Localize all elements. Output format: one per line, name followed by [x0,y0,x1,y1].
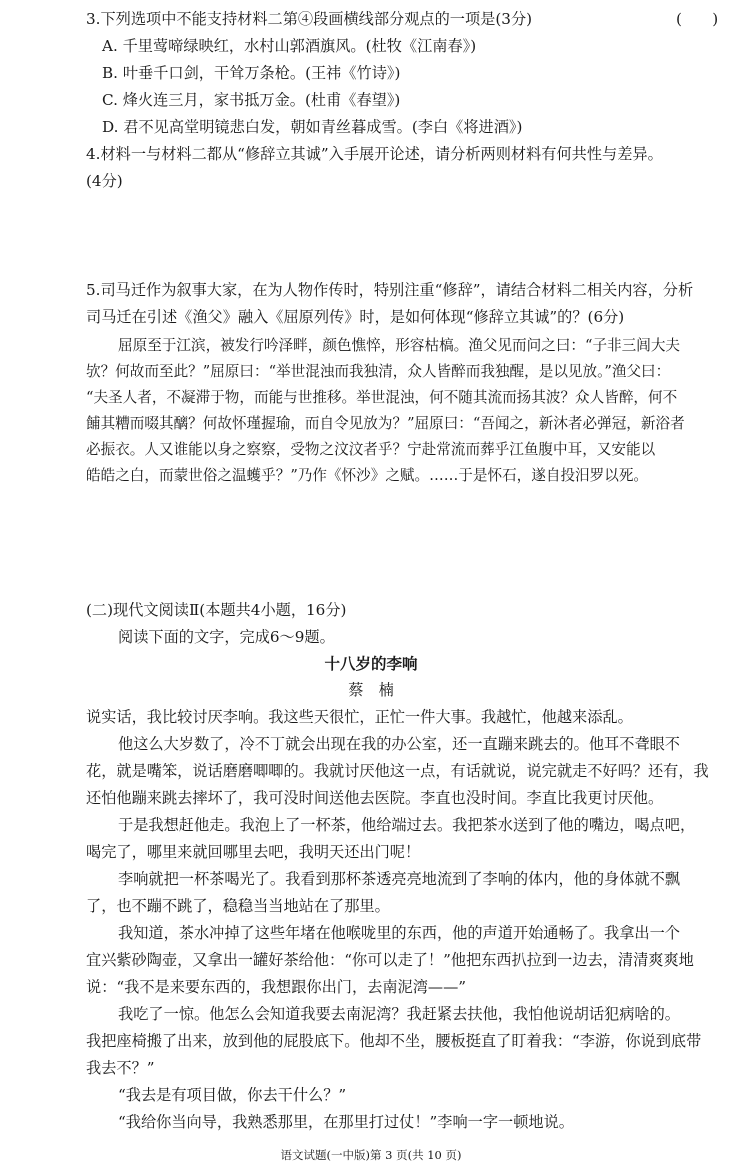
story-paragraph-line: 说：“我不是来要东西的，我想跟你出门，去南泥湾——” [86,978,467,996]
q5-passage-line: 必振衣。人又谁能以身之察察，受物之汶汶者乎？宁赴常流而葬乎江鱼腹中耳，又安能以 [86,441,656,458]
q5-passage-line: 欤？何故而至此？”屈原曰：“举世混浊而我独清，众人皆醉而我独醒，是以见放。”渔父曰： [86,363,671,380]
q5-passage-line: 餔其糟而啜其醨？何故怀瑾握瑜，而自令见放为？”屈原曰：“吾闻之，新沐者必弹冠，新浴者 [86,415,685,432]
section2-heading: (二)现代文阅读Ⅱ(本题共4小题，16分) [86,601,347,619]
story-paragraph-line: 说实话，我比较讨厌李响。我这些天很忙，正忙一件大事。我越忙，他越来添乱。 [86,708,633,726]
story-paragraph-line: 我吃了一惊。他怎么会知道我要去南泥湾？我赶紧去扶他，我怕他说胡话犯病啥的。 [118,1005,680,1023]
story-paragraph-line: 他这么大岁数了，冷不丁就会出现在我的办公室，还一直蹦来跳去的。他耳不聋眼不 [118,735,680,753]
story-paragraph-line: 我去不？” [86,1059,155,1077]
q3-option-b: B. 叶垂千口剑，干耸万条枪。(王祎《竹诗》) [102,64,401,82]
q4-answer-space [86,196,686,276]
q5-stem-line1: 5.司马迁作为叙事大家，在为人物作传时，特别注重“修辞”，请结合材料二相关内容，分析 [86,281,694,299]
story-paragraph-line: 喝完了，哪里来就回哪里去吧，我明天还出门呢！ [86,843,421,861]
story-paragraph-line: 还怕他蹦来跳去摔坏了，我可没时间送他去医院。李直也没时间。李直比我更讨厌他。 [86,789,664,807]
q4-stem: 4.材料一与材料二都从“修辞立其诚”入手展开论述，请分析两则材料有何共性与差异。 [86,145,663,163]
q5-passage-line: 皓皓之白，而蒙世俗之温蠖乎？”乃作《怀沙》之赋。……于是怀石，遂自投汨罗以死。 [86,467,649,484]
story-paragraph-line: 于是我想赶他走。我泡上了一杯茶，他给端过去。我把茶水送到了他的嘴边，喝点吧， [118,816,696,834]
q4-score: (4分) [86,172,123,190]
q5-passage-line: 屈原至于江滨，被发行吟泽畔，颜色憔悴，形容枯槁。渔父见而问之曰：“子非三闾大夫 [118,337,681,354]
story-paragraph-line: 宜兴紫砂陶壶，又拿出一罐好茶给他：“你可以走了！”他把东西扒拉到一边去，清清爽爽地 [86,951,694,969]
q5-passage-line: “夫圣人者，不凝滞于物，而能与世推移。举世混浊，何不随其流而扬其波？众人皆醉，何不 [86,389,678,406]
story-title: 十八岁的李响 [324,654,418,673]
story-paragraph-line: 我把座椅搬了出来，放到他的屁股底下。他却不坐，腰板挺直了盯着我：“李游，你说到底带 [86,1032,702,1050]
q3-answer-bracket: ( ) [676,10,719,28]
story-paragraph-line: “我给你当向导，我熟悉那里，在那里打过仗！”李响一字一顿地说。 [118,1113,574,1131]
story-paragraph-line: 花，就是嘴笨，说话磨磨唧唧的。我就讨厌他这一点，有话就说，说完就走不好吗？还有，我 [86,762,709,780]
q3-option-c: C. 烽火连三月，家书抵万金。(杜甫《春望》) [102,91,401,109]
story-paragraph-line: 了，也不蹦不跳了，稳稳当当地站在了那里。 [86,897,390,915]
q5-answer-space [86,492,686,592]
section2-instruction: 阅读下面的文字，完成6～9题。 [118,628,335,646]
story-paragraph-line: 我知道，茶水冲掉了这些年堵在他喉咙里的东西，他的声道开始通畅了。我拿出一个 [118,924,680,942]
q3-option-a: A. 千里莺啼绿映红，水村山郭酒旗风。(杜牧《江南春》) [102,37,477,55]
page-footer: 语文试题(一中版)第 3 页(共 10 页) [280,1148,462,1162]
q3-option-d: D. 君不见高堂明镜悲白发，朝如青丝暮成雪。(李白《将进酒》) [102,118,523,136]
q5-stem-line2: 司马迁在引述《渔父》融入《屈原列传》时，是如何体现“修辞立其诚”的？(6分) [86,308,625,326]
story-paragraph-line: 李响就把一杯茶喝光了。我看到那杯茶透亮亮地流到了李响的体内，他的身体就不飘 [118,870,680,888]
story-paragraph-line: “我去是有项目做，你去干什么？” [118,1086,347,1104]
story-author: 蔡 楠 [348,681,394,699]
q3-stem: 3.下列选项中不能支持材料二第④段画横线部分观点的一项是(3分) [86,10,533,28]
